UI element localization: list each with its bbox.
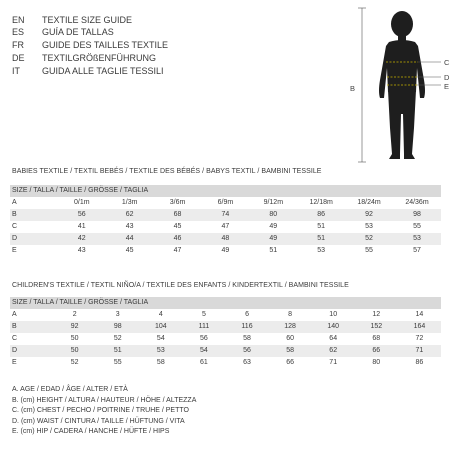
table-cell: 6/9m bbox=[217, 199, 234, 206]
table-cell: 50 bbox=[70, 335, 79, 342]
table-cell: 49 bbox=[249, 233, 297, 245]
table-cell: 98 bbox=[393, 209, 441, 221]
table-cell: 63 bbox=[243, 359, 251, 366]
table-cell: 66 bbox=[355, 345, 398, 357]
table-cell: 8 bbox=[288, 311, 293, 318]
table-cell: 51 bbox=[269, 247, 278, 254]
table-cell: 62 bbox=[312, 345, 355, 357]
table-row bbox=[10, 197, 441, 209]
lang-code: ES bbox=[12, 27, 25, 37]
figure-label-b: B bbox=[350, 84, 356, 93]
lang-title: GUIDA ALLE TAGLIE TESSILI bbox=[42, 66, 164, 76]
table-cell: 104 bbox=[139, 321, 182, 333]
table-cell: 45 bbox=[125, 247, 134, 254]
table-cell: 92 bbox=[53, 321, 96, 333]
table-cell: 41 bbox=[77, 223, 86, 230]
table-cell: 55 bbox=[113, 359, 122, 366]
lang-row-es bbox=[12, 27, 114, 37]
row-label: C bbox=[12, 223, 18, 230]
table-cell: 56 bbox=[225, 345, 268, 357]
lang-row-en bbox=[12, 15, 132, 25]
row-label: D bbox=[10, 345, 53, 357]
table-cell: 51 bbox=[96, 345, 139, 357]
table-cell: 58 bbox=[243, 335, 251, 342]
figure-label-c: C bbox=[444, 58, 450, 67]
legend-item-age: A. AGE / EDAD / ÂGE / ALTER / ETÀ bbox=[12, 386, 128, 393]
table-cell: 152 bbox=[355, 321, 398, 333]
table-cell: 58 bbox=[156, 359, 165, 366]
table-cell: 3/6m bbox=[169, 199, 186, 206]
table-cell: 68 bbox=[154, 209, 202, 221]
lang-title: TEXTILE SIZE GUIDE bbox=[42, 15, 133, 25]
table-cell: 49 bbox=[221, 247, 230, 254]
table-cell: 18/24m bbox=[357, 199, 381, 206]
table-cell: 53 bbox=[317, 247, 326, 254]
table-row bbox=[10, 209, 441, 221]
table-row bbox=[10, 233, 441, 245]
children-size-table bbox=[10, 297, 441, 369]
table-cell: 56 bbox=[200, 335, 208, 342]
table-cell: 54 bbox=[182, 345, 225, 357]
table-cell: 9/12m bbox=[263, 199, 284, 206]
table-cell: 53 bbox=[139, 345, 182, 357]
lang-code: FR bbox=[12, 40, 24, 50]
measurement-legend bbox=[12, 385, 196, 438]
table-row bbox=[10, 245, 441, 257]
table-cell: 80 bbox=[249, 209, 297, 221]
table-cell: 61 bbox=[200, 359, 208, 366]
table-cell: 2 bbox=[72, 311, 77, 318]
table-cell: 46 bbox=[154, 233, 202, 245]
row-label: B bbox=[10, 321, 53, 333]
body-measurement-figure bbox=[340, 2, 457, 164]
table-cell: 58 bbox=[269, 345, 312, 357]
row-label: E bbox=[12, 247, 17, 254]
babies-section-title: BABIES TEXTILE / TEXTIL BEBÉS / TEXTILE DES BÉBÉS / BABYS TEXTIL / BAMBINI TESSILE bbox=[12, 168, 322, 175]
lang-title: TEXTILGRÖßENFÜHRUNG bbox=[42, 53, 157, 63]
row-label: A bbox=[12, 311, 17, 318]
table-cell: 50 bbox=[53, 345, 96, 357]
table-cell: 52 bbox=[70, 359, 79, 366]
table-cell: 43 bbox=[125, 223, 134, 230]
table-cell: 68 bbox=[372, 335, 381, 342]
table-cell: 48 bbox=[202, 233, 250, 245]
table-cell: 86 bbox=[415, 359, 424, 366]
table-cell: 14 bbox=[415, 311, 424, 318]
lang-code: IT bbox=[12, 66, 20, 76]
legend-item-chest: C. (cm) CHEST / PECHO / POITRINE / TRUHE / PETTO bbox=[12, 407, 189, 415]
row-label: D bbox=[10, 233, 58, 245]
table-cell: 55 bbox=[413, 223, 421, 230]
table-cell: 140 bbox=[312, 321, 355, 333]
table-cell: 86 bbox=[297, 209, 345, 221]
table-cell: 0/1m bbox=[74, 199, 90, 206]
table-cell: 10 bbox=[329, 311, 338, 318]
table-cell: 45 bbox=[173, 223, 182, 230]
table-cell: 12 bbox=[372, 311, 381, 318]
table-cell: 44 bbox=[106, 233, 154, 245]
lang-row-it bbox=[12, 66, 164, 76]
lang-row-fr bbox=[12, 40, 168, 50]
table-header: SIZE / TALLA / TAILLE / GRÖSSE / TAGLIA bbox=[10, 185, 441, 197]
lang-code: EN bbox=[12, 15, 25, 25]
row-label: E bbox=[12, 359, 17, 366]
table-cell: 4 bbox=[158, 311, 163, 318]
table-row bbox=[10, 345, 441, 357]
table-cell: 116 bbox=[225, 321, 268, 333]
table-cell: 111 bbox=[182, 321, 225, 333]
table-cell: 66 bbox=[286, 359, 294, 366]
table-row bbox=[10, 309, 441, 321]
table-cell: 3 bbox=[115, 311, 120, 318]
table-cell: 55 bbox=[365, 247, 373, 254]
table-cell: 49 bbox=[269, 223, 278, 230]
table-cell: 56 bbox=[58, 209, 106, 221]
figure-label-d: D bbox=[444, 73, 450, 82]
figure-label-e: E bbox=[444, 82, 450, 91]
children-section-title: CHILDREN'S TEXTILE / TEXTIL NIÑO/A / TEXTILE DES ENFANTS / KINDERTEXTIL / BAMBINI TESSILE bbox=[12, 282, 349, 289]
table-cell: 43 bbox=[77, 247, 86, 254]
table-row bbox=[10, 333, 441, 345]
row-label: C bbox=[12, 335, 18, 342]
table-cell: 71 bbox=[329, 359, 338, 366]
row-label: B bbox=[10, 209, 58, 221]
table-cell: 92 bbox=[345, 209, 393, 221]
legend-item-hip: E. (cm) HIP / CADERA / HANCHE / HÜFTE / HIPS bbox=[12, 428, 170, 436]
table-cell: 80 bbox=[372, 359, 381, 366]
table-cell: 1/3m bbox=[121, 199, 138, 206]
table-cell: 62 bbox=[106, 209, 154, 221]
table-cell: 42 bbox=[58, 233, 106, 245]
table-cell: 51 bbox=[297, 233, 345, 245]
table-cell: 164 bbox=[398, 321, 441, 333]
legend-item-height: B. (cm) HEIGHT / ALTURA / HAUTEUR / HÖHE / ALTEZZA bbox=[12, 396, 197, 404]
table-cell: 72 bbox=[415, 335, 424, 342]
table-cell: 12/18m bbox=[309, 199, 333, 206]
table-cell: 60 bbox=[286, 335, 294, 342]
table-cell: 6 bbox=[245, 311, 249, 318]
table-cell: 98 bbox=[96, 321, 139, 333]
table-cell: 128 bbox=[269, 321, 312, 333]
row-label: A bbox=[12, 199, 17, 206]
table-header: SIZE / TALLA / TAILLE / GRÖSSE / TAGLIA bbox=[10, 297, 441, 309]
table-cell: 52 bbox=[113, 335, 122, 342]
lang-row-de bbox=[12, 53, 156, 63]
table-cell: 53 bbox=[365, 223, 373, 230]
table-cell: 71 bbox=[398, 345, 441, 357]
table-cell: 47 bbox=[221, 223, 230, 230]
babies-size-table bbox=[10, 185, 441, 257]
table-cell: 54 bbox=[156, 335, 165, 342]
table-header-row bbox=[10, 185, 441, 197]
table-row bbox=[10, 357, 441, 369]
table-cell: 53 bbox=[393, 233, 441, 245]
table-row bbox=[10, 321, 441, 333]
table-cell: 52 bbox=[345, 233, 393, 245]
table-cell: 24/36m bbox=[405, 199, 429, 206]
child-silhouette-icon bbox=[340, 2, 457, 164]
table-header-row bbox=[10, 297, 441, 309]
table-row bbox=[10, 221, 441, 233]
lang-title: GUIDE DES TAILLES TEXTILE bbox=[42, 40, 169, 50]
table-cell: 57 bbox=[413, 247, 421, 254]
legend-item-waist: D. (cm) WAIST / CINTURA / TAILLE / HÜFTUNG / VITA bbox=[12, 417, 185, 425]
lang-title: GUÍA DE TALLAS bbox=[42, 27, 114, 37]
table-cell: 64 bbox=[329, 335, 338, 342]
table-cell: 47 bbox=[173, 247, 182, 254]
table-cell: 5 bbox=[201, 311, 206, 318]
lang-code: DE bbox=[12, 53, 25, 63]
table-cell: 51 bbox=[317, 223, 326, 230]
table-cell: 74 bbox=[202, 209, 250, 221]
